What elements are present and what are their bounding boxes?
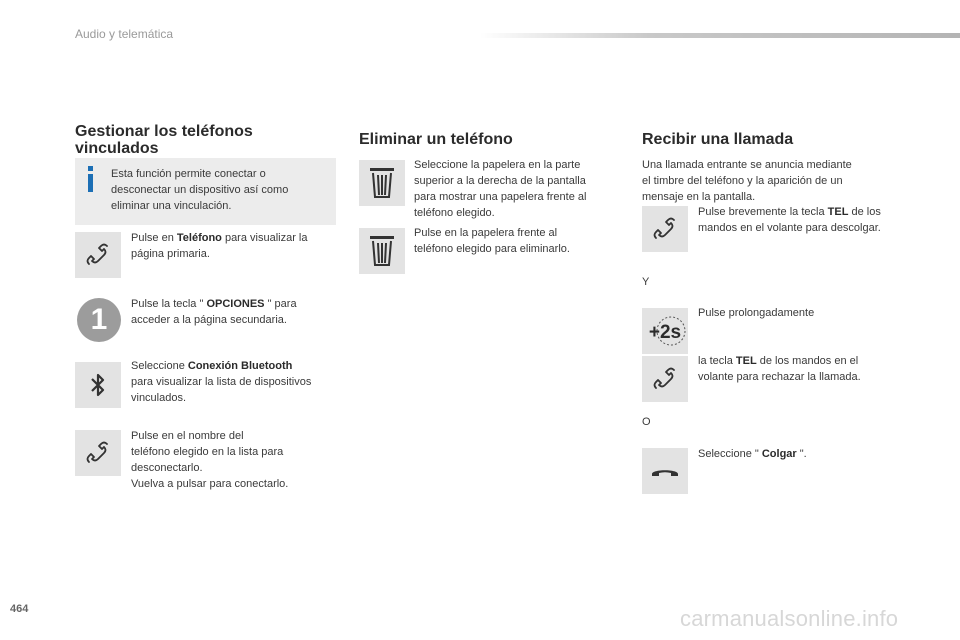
col1-step2-text: Pulse la tecla " OPCIONES " para acceder a la página secundaria. [131,298,297,326]
trash-button[interactable] [359,160,405,206]
col1-step3-text: Seleccione Conexión Bluetooth para visualizar la lista de dispositivos vinculados. [131,360,312,404]
tel-button[interactable] [642,206,688,252]
separator-and: Y [642,276,650,288]
col1-title-line2: vinculados [75,140,159,157]
info-line: eliminar una vinculación. [111,200,232,212]
col3-step4-text: Seleccione " Colgar ". [698,448,807,460]
phone-button[interactable] [75,430,121,476]
phone-icon [650,214,680,244]
col1-title-line1: Gestionar los teléfonos [75,123,253,140]
trash-icon [369,167,395,199]
long-press-badge [642,308,688,354]
col3-title: Recibir una llamada [642,131,794,148]
hang-up-button[interactable] [642,448,688,494]
phone-icon [650,364,680,394]
bluetooth-icon [86,370,110,400]
col1-step1-text: Pulse en Teléfono para visualizar la página primaria. [131,232,308,260]
info-text [111,166,288,214]
hang-up-icon [649,461,681,481]
page-number: 464 [10,603,29,615]
section-header: Audio y telemática [75,27,174,41]
info-line: Esta función permite conectar o [111,168,266,180]
watermark: carmanualsonline.info [680,606,899,631]
phone-icon [83,438,113,468]
trash-icon [369,235,395,267]
col3-step3-text: la tecla TEL de los mandos en el volante para rechazar la llamada. [698,355,861,383]
col3-step1-text: Pulse brevemente la tecla TEL de los mandos en el volante para descolgar. [698,206,881,234]
col2-step2-text: Pulse en la papelera frente al teléfono elegido para eliminarlo. [414,227,570,255]
info-line: desconectar un dispositivo así como [111,184,289,196]
step-number: 1 [90,303,108,336]
trash-button[interactable] [359,228,405,274]
step-number-badge [77,298,121,342]
header-rule [480,33,960,38]
info-icon [87,166,97,192]
tel-button[interactable] [642,356,688,402]
svg-text:+2s: +2s [648,322,682,343]
phone-button[interactable] [75,232,121,278]
bluetooth-button[interactable] [75,362,121,408]
two-seconds-icon [643,313,687,349]
col1-title [75,123,253,157]
col2-step1-text: Seleccione la papelera en la parte superior a la derecha de la pantalla para mostrar una papelera frente al teléfono elegido. [414,159,587,219]
separator-or: O [642,416,651,428]
col1-step4-text: Pulse en el nombre del teléfono elegido en la lista para desconectarlo. Vuelva a pulsar para conectarlo. [131,430,289,490]
col3-intro: Una llamada entrante se anuncia mediante el timbre del teléfono y la aparición de un mensaje en la pantalla. [642,159,852,203]
phone-icon [83,240,113,270]
col2-title: Eliminar un teléfono [359,131,513,148]
col3-step2-text: Pulse prolongadamente [698,307,815,319]
